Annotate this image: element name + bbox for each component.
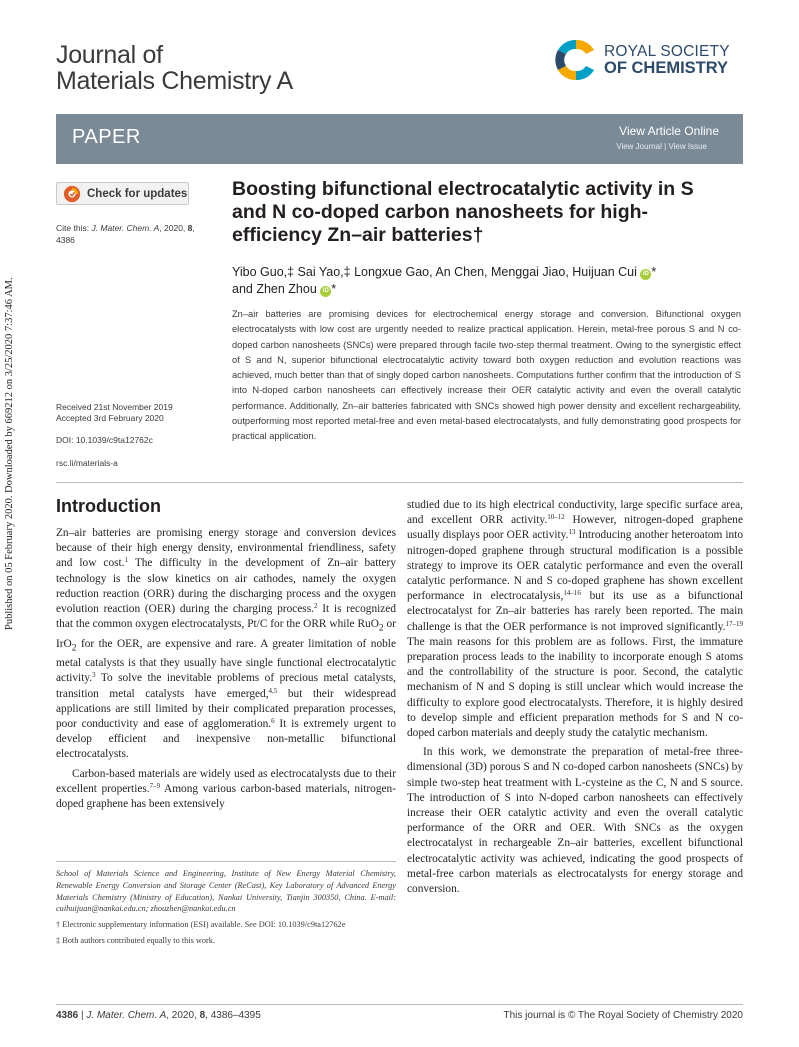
view-links-separator: | <box>664 142 669 151</box>
footnotes <box>56 868 396 947</box>
footer-divider <box>56 1004 743 1005</box>
journal-title-line1: Journal of <box>56 41 163 69</box>
cite-volume: 8 <box>187 223 193 233</box>
footer-pages: , 4386–4395 <box>205 1010 261 1021</box>
cite-prefix: Cite this: <box>56 223 92 233</box>
rsc-logo[interactable] <box>552 36 752 86</box>
intro-paragraph-2: Carbon-based materials are widely used as electrocatalysts due to their excellent properties.$^{7-9}$ Among various carbon-based materials, nitrogen-doped graphene has been extensively <box>56 767 396 810</box>
intro-paragraph-4: In this work, we demonstrate the preparation of metal-free three-dimensional (3D) porous S and N co-doped carbon nanosheets (SNCs) by simple two-step heat treatment with L-cysteine as the C, N and S source. The introduction of S into N-doped carbon nanosheets can effectively increase their OER catalytic activity and even the overall catalytic performance of the ORR and OER. With SNCs as the oxygen electrocatalyst in rechargeable Zn–air batteries, excellent bifunctional electrocatalytic activity was achieved, indicating the good prospects of metal-free carbon materials as electrocatalysts for energy storage and conversion. <box>407 746 743 896</box>
view-journal-link[interactable]: View Journal <box>616 142 662 151</box>
esi-footnote[interactable]: † Electronic supplementary information (ESI) available. See DOI: 10.1039/c9ta12762e <box>56 920 346 930</box>
abstract: Zn–air batteries are promising devices for electrochemical energy storage and conversion. Bifunctional oxygen electrocatalysts with low cost are urgently needed to realize practical application. Herein, metal-free porous S and N co-doped carbon nanosheets (SNCs) were prepared through facile two-step thermal treatment. Owing to the synergistic effect of S and N, superior bifunctional electrocatalytic activity toward both oxygen reduction and evolution reactions was achieved, much better than that of singly doped carbon nanosheets. Computations further confirm that the introduction of S into N-doped carbon nanosheets can effectively increase their OER catalytic activity and even the overall catalytic performance. Additionally, Zn–air batteries fabricated with SNCs showed high power density and excellent rechargeability, outperforming most reported metal-free and even metal-based electrocatalysts, and fully demonstrating good prospects for practical application. <box>232 309 741 441</box>
journal-title[interactable] <box>56 42 293 94</box>
view-issue-link[interactable]: View Issue <box>668 142 707 151</box>
rsc-logo-line2: OF CHEMISTRY <box>604 59 729 77</box>
rsc-logo-icon <box>552 36 600 84</box>
intro-paragraph-3: studied due to its high electrical conductivity, large specific surface area, and excellent ORR activity.$^{10-12}$ However, nitrogen-doped graphene usually displays poor OER activity.$^{13}$ Introducing another heteroatom into nitrogen-doped graphene through structural modification is a possible strategy to improve its OER catalytic performance and even the overall catalytic performance. N and S co-doped graphene has shown excellent performance in electrocatalysis,$^{14-16}$ but its use as a bifunctional electrocatalyst for Zn–air batteries has rarely been reported. The main challenge is that the OER performance is not improved significantly.$^{17-19}$ The main reasons for this problem are as follows. First, the immature preparation process leads to the inability to incorporate enough S atoms and the controllability of the structure is poor. Second, the catalytic mechanism of N and S doping is still unclear which would increase the difficulty to explore good electrocatalysts. Therefore, it is highly desired to develop simple and efficient preparation methods for S and N co-doped carbon materials and deeply study the catalytic mechanism. <box>407 499 743 740</box>
article-type: PAPER <box>72 126 141 148</box>
orcid-icon[interactable]: iD <box>320 286 331 297</box>
body-column-left <box>56 526 396 812</box>
cite-journal: J. Mater. Chem. A <box>91 223 160 233</box>
footer-copyright: This journal is © The Royal Society of Chemistry 2020 <box>503 1010 743 1021</box>
author-list: Yibo Guo,‡ Sai Yao,‡ Longxue Gao, An Chen, Menggai Jiao, Huijuan Cui iD * and Zhen Zhou iD * <box>232 265 657 296</box>
doi[interactable]: DOI: 10.1039/c9ta12762c <box>56 435 153 445</box>
view-links <box>616 142 707 151</box>
header-divider <box>56 482 743 483</box>
accepted-date: Accepted 3rd February 2020 <box>56 412 164 423</box>
cite-year: , 2020, <box>159 223 188 233</box>
citation <box>56 222 216 246</box>
journal-short-link[interactable]: rsc.li/materials-a <box>56 457 118 468</box>
body-column-right <box>407 498 743 897</box>
publication-stamp: Published on 05 February 2020. Downloaded by 669212 on 3/25/2020 7:37:46 AM. <box>4 277 15 630</box>
equal-contribution-footnote: ‡ Both authors contributed equally to this work. <box>56 935 216 945</box>
section-heading-introduction: Introduction <box>56 496 161 516</box>
article-type-banner <box>56 114 743 164</box>
orcid-icon[interactable]: iD <box>640 269 651 280</box>
affiliation-footnote: School of Materials Science and Engineering, Institute of New Energy Material Chemistry, Renewable Energy Conversion and Storage Center (ReCast), Key Laboratory of Advanced Energy Materials Chemistry (Ministry of Education), Nankai University, Tianjin 300350, China. E-mail: cuihuijuan@nankai.edu.cn; zhouzhen@nankai.edu.cn <box>56 869 396 914</box>
journal-title-line2: Materials Chemistry A <box>56 67 293 95</box>
check-for-updates-label: Check for updates <box>87 187 188 200</box>
footer-citation: 4386 | J. Mater. Chem. A, 2020, 8, 4386–4395 <box>56 1010 261 1021</box>
check-for-updates-icon <box>63 185 81 203</box>
article-dates <box>56 402 226 468</box>
view-article-online-link[interactable]: View Article Online <box>619 124 719 138</box>
footer-volume: 8 <box>199 1010 206 1021</box>
intro-paragraph-1: Zn–air batteries are promising energy storage and conversion devices because of their high energy density, environmental friendliness, safety and low cost.$^1$ The difficulty in the development of Zn–air battery technology is the slow kinetics on air cathodes, namely the oxygen reduction reaction (ORR) during the discharging process and the oxygen evolution reaction (OER) during the charging process.$^2$ It is recognized that the common oxygen electrocatalysts, Pt/C for the ORR while RuO$_2$ or IrO$_2$ for the OER, are expensive and rare. A greater limitation of noble metal catalysts is that they usually have single functional electrocatalytic activity.$^3$ To solve the inevitable problems of precious metal catalysts, transition metal catalysts have emerged,$^{4,5}$ but their widespread applications are still limited by their complicated preparation processes, poor conductivity and ease of agglomeration.$^6$ It is extremely urgent to develop efficient and inexpensive non-metallic bifunctional electrocatalysts. <box>56 527 397 761</box>
authors-line2: and Zhen Zhou <box>232 282 317 296</box>
rsc-logo-line1: ROYAL SOCIETY <box>604 43 730 60</box>
footnote-divider <box>56 861 396 862</box>
authors-line1: Yibo Guo,‡ Sai Yao,‡ Longxue Gao, An Chen, Menggai Jiao, Huijuan Cui <box>232 265 637 279</box>
cite-pages: , 4386 <box>56 223 195 245</box>
article-title: Boosting bifunctional electrocatalytic activity in S and N co-doped carbon nanosheets for high-efficiency Zn–air batteries† <box>232 178 694 246</box>
received-date: Received 21st November 2019 <box>56 402 173 412</box>
footer-page-number: 4386 <box>56 1010 79 1021</box>
check-for-updates-button[interactable] <box>56 182 189 205</box>
footer-journal: J. Mater. Chem. A <box>86 1010 167 1021</box>
